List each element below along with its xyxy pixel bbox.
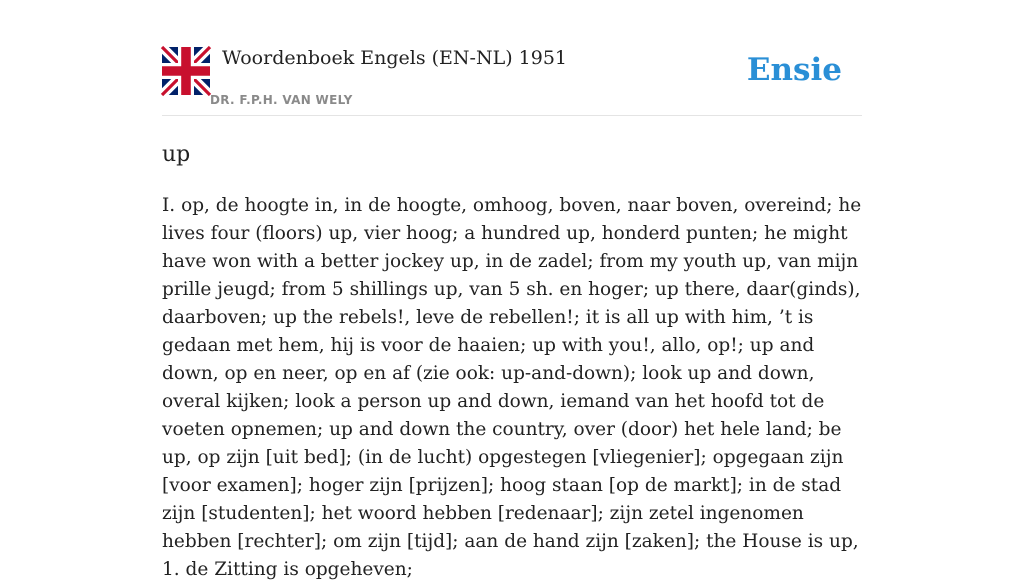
uk-flag-icon — [162, 47, 210, 95]
book-title[interactable]: Woordenboek Engels (EN-NL) 1951 — [222, 47, 567, 69]
ensie-logo-link[interactable]: Ensie — [746, 52, 842, 88]
dictionary-header — [162, 46, 862, 116]
author-name: DR. F.P.H. VAN WELY — [210, 93, 353, 107]
definition-text: I. op, de hoogte in, in de hoogte, omhoog, boven, naar boven, overeind; he lives four (floors) up, vier hoog; a hundred up, honderd punten; he might have won with a better jockey up, in de zadel; from my youth up, van mijn prille jeugd; from 5 shillings up, van 5 sh. en hoger; up there, daar(ginds), daarboven; up the rebels!, leve de rebellen!; it is all up with him, ’t is gedaan met hem, hij is voor de haaien; up with you!, allo, op!; up and down, op en neer, op en af (zie ook: up-and-down); look up and down, overal kijken; look a person up and down, iemand van het hoofd tot de voeten opnemen; up and down the country, over (door) het hele land; be up, op zijn [uit bed]; (in de lucht) opgestegen [vliegenier]; opgegaan zijn [voor examen]; hoger zijn [prijzen]; hoog staan [op de markt]; in de stad zijn [studenten]; het woord hebben [redenaar]; zijn zetel ingenomen hebben [rechter]; om zijn [tijd]; aan de hand zijn [zaken]; the House is up, 1. de Zitting is opgeheven; — [162, 195, 862, 580]
headword: up — [162, 142, 191, 167]
